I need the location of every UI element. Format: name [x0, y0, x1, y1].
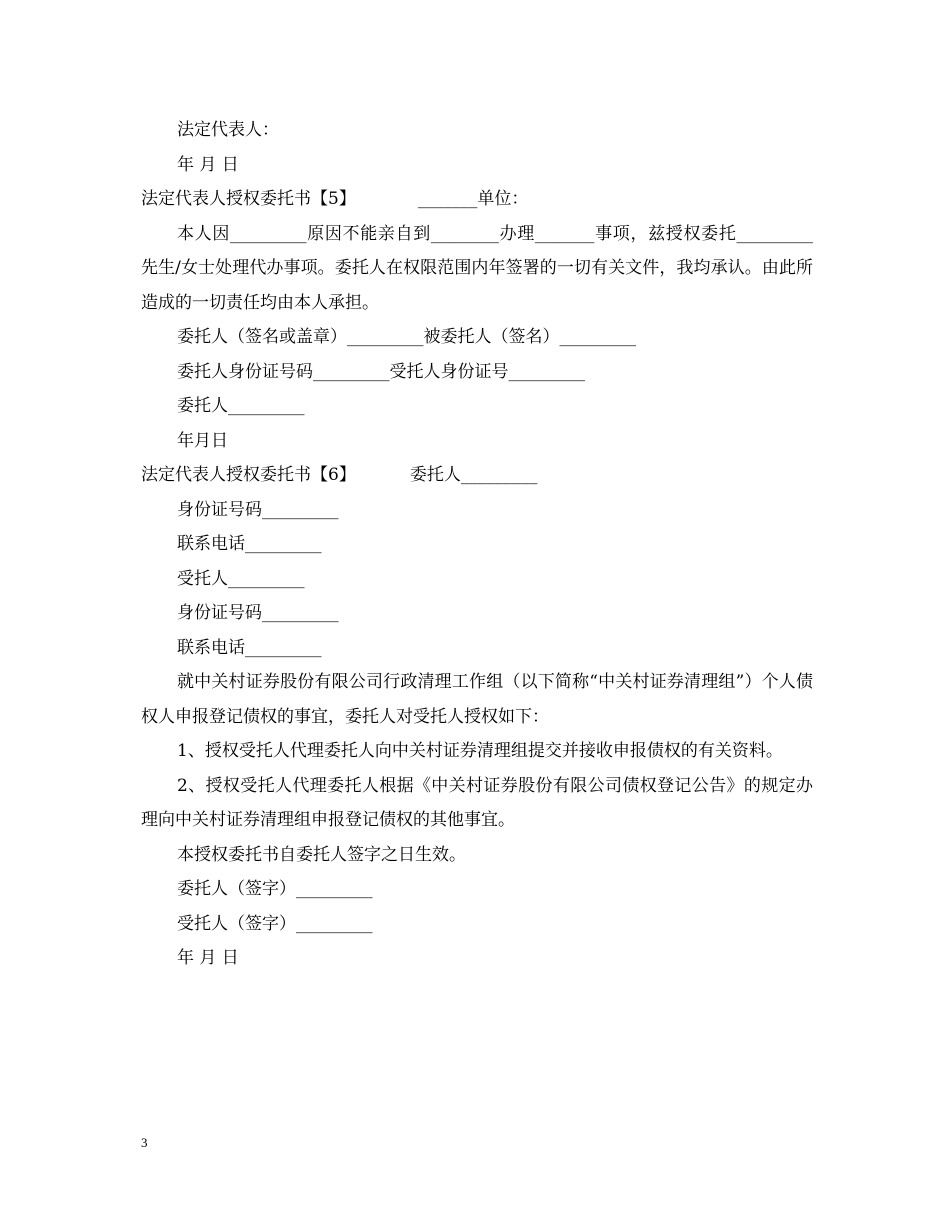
- id-number-line: 委托人身份证号码_________受托人身份证号_________: [177, 361, 585, 382]
- purpose-paragraph: 就中关村证券股份有限公司行政清理工作组（以下简称“中关村证券清理组”）个人债权人申报登记债权的事宜，委托人对受托人授权如下：: [141, 672, 813, 727]
- section-heading-5: 法定代表人授权委托书【5】: [141, 189, 356, 209]
- unit-field: _______单位：: [417, 189, 529, 209]
- agent-line: 受托人_________: [177, 568, 305, 589]
- date-line-2: 年月日: [177, 430, 228, 451]
- principal-line: 委托人_________: [177, 396, 305, 416]
- final-date-line: 年 月 日: [177, 948, 239, 968]
- effective-line: 本授权委托书自委托人签字之日生效。: [177, 844, 466, 865]
- page-number: 3: [141, 1135, 148, 1150]
- legal-representative-line: 法定代表人：: [177, 120, 279, 140]
- authorization-paragraph: 本人因_________原因不能亲自到________办理_______事项，兹授权委托_________先生/女士处理代办事项。委托人在权限范围内年签署的一切有关文件，我均承认。由此所造成的一切责任均由本人承担。: [141, 223, 813, 313]
- agent-signature-line: 受托人（签字）_________: [177, 913, 373, 934]
- principal-id-line: 身份证号码_________: [177, 499, 339, 520]
- authorization-item-1: 1、授权受托人代理委托人向中关村证券清理组提交并接收申报债权的有关资料。: [177, 741, 783, 761]
- principal-signature-line: 委托人（签字）_________: [177, 879, 373, 899]
- signature-line: 委托人（签名或盖章）_________被委托人（签名）_________: [177, 327, 636, 347]
- section-heading-5-row: [141, 182, 813, 217]
- date-line: 年 月 日: [177, 154, 239, 175]
- section-heading-6: 法定代表人授权委托书【6】: [141, 465, 356, 485]
- agent-phone-line: 联系电话_________: [177, 637, 322, 658]
- principal-field: 委托人_________: [409, 465, 538, 485]
- principal-phone-line: 联系电话_________: [177, 534, 322, 554]
- document-body: [141, 113, 813, 976]
- section-heading-6-row: [141, 458, 813, 493]
- agent-id-line: 身份证号码_________: [177, 603, 339, 623]
- authorization-item-2: 2、授权受托人代理委托人根据《中关村证券股份有限公司债权登记公告》的规定办理向中关村证券清理组申报登记债权的其他事宜。: [141, 775, 813, 830]
